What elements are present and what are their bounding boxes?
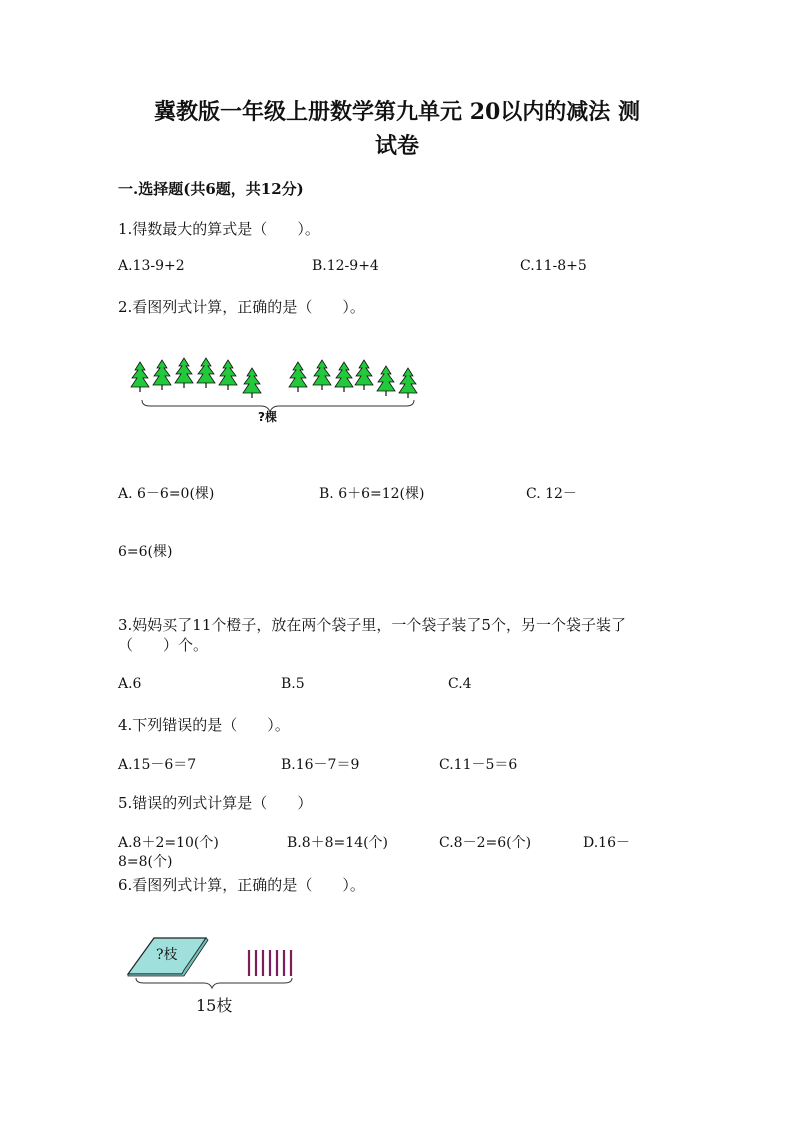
tree-icon bbox=[335, 362, 353, 387]
brace-line bbox=[136, 978, 292, 988]
question-5-option-b: B.8＋8=14(个) bbox=[287, 835, 389, 851]
question-4-option-a: A.15－6＝7 bbox=[118, 757, 197, 773]
tree-icon bbox=[197, 358, 215, 383]
tree-icon bbox=[153, 360, 171, 385]
question-4-stem: 4.下列错误的是（ ）。 bbox=[118, 716, 290, 734]
question-2-option-c-wrap: 6=6(棵) bbox=[118, 544, 173, 560]
question-4-option-b: B.16－7＝9 bbox=[281, 757, 360, 773]
question-3-stem-line2: （ ）个。 bbox=[118, 636, 209, 654]
question-2-stem: 2.看图列式计算，正确的是（ ）。 bbox=[118, 298, 365, 316]
question-1-option-c: C.11-8+5 bbox=[520, 258, 587, 274]
tree-icon bbox=[377, 366, 395, 391]
page-title-line2: 试卷 bbox=[374, 133, 419, 159]
question-5-option-a: A.8＋2=10(个) bbox=[118, 835, 219, 851]
tree-count-label: ?棵 bbox=[258, 410, 277, 424]
tree-icon bbox=[243, 368, 261, 393]
pencils-figure bbox=[124, 936, 304, 992]
question-3-option-a: A.6 bbox=[118, 676, 142, 692]
question-5-option-c: C.8－2=6(个) bbox=[439, 835, 532, 851]
tree-group bbox=[131, 358, 417, 398]
question-5-option-d: D.16－ bbox=[583, 835, 630, 851]
question-1-option-b: B.12-9+4 bbox=[312, 258, 379, 274]
section-heading: 一.选择题(共6题，共12分) bbox=[118, 180, 304, 198]
tree-icon bbox=[289, 362, 307, 387]
question-5-stem: 5.错误的列式计算是（ ） bbox=[118, 794, 313, 812]
tree-icon bbox=[355, 360, 373, 385]
question-2-option-a: A. 6－6=0(棵) bbox=[118, 486, 215, 502]
question-3-option-b: B.5 bbox=[281, 676, 305, 692]
pencil-sticks-icon bbox=[249, 950, 291, 976]
question-3-option-c: C.4 bbox=[448, 676, 472, 692]
question-2-option-b: B. 6＋6=12(棵) bbox=[319, 486, 425, 502]
question-3-stem: 3.妈妈买了11个橙子，放在两个袋子里，一个袋子装了5个，另一个袋子装了 bbox=[118, 616, 626, 634]
tree-icon bbox=[313, 360, 331, 385]
question-5-option-d-wrap: 8=8(个) bbox=[118, 854, 173, 870]
tree-icon bbox=[131, 362, 149, 387]
brace-line bbox=[142, 400, 414, 412]
question-4-option-c: C.11－5＝6 bbox=[439, 757, 518, 773]
question-2-option-c: C. 12－ bbox=[526, 486, 577, 502]
pencil-box-label: ?枝 bbox=[156, 947, 178, 963]
pencil-total-label: 15枝 bbox=[196, 996, 233, 1015]
page-title: 冀教版一年级上册数学第九单元 20以内的减法 测 bbox=[154, 99, 640, 125]
question-1-stem: 1.得数最大的算式是（ ）。 bbox=[118, 220, 320, 238]
tree-icon bbox=[399, 368, 417, 393]
tree-icon bbox=[175, 358, 193, 383]
question-6-stem: 6.看图列式计算，正确的是（ ）。 bbox=[118, 876, 365, 894]
question-1-option-a: A.13-9+2 bbox=[118, 258, 185, 274]
tree-icon bbox=[219, 360, 237, 385]
